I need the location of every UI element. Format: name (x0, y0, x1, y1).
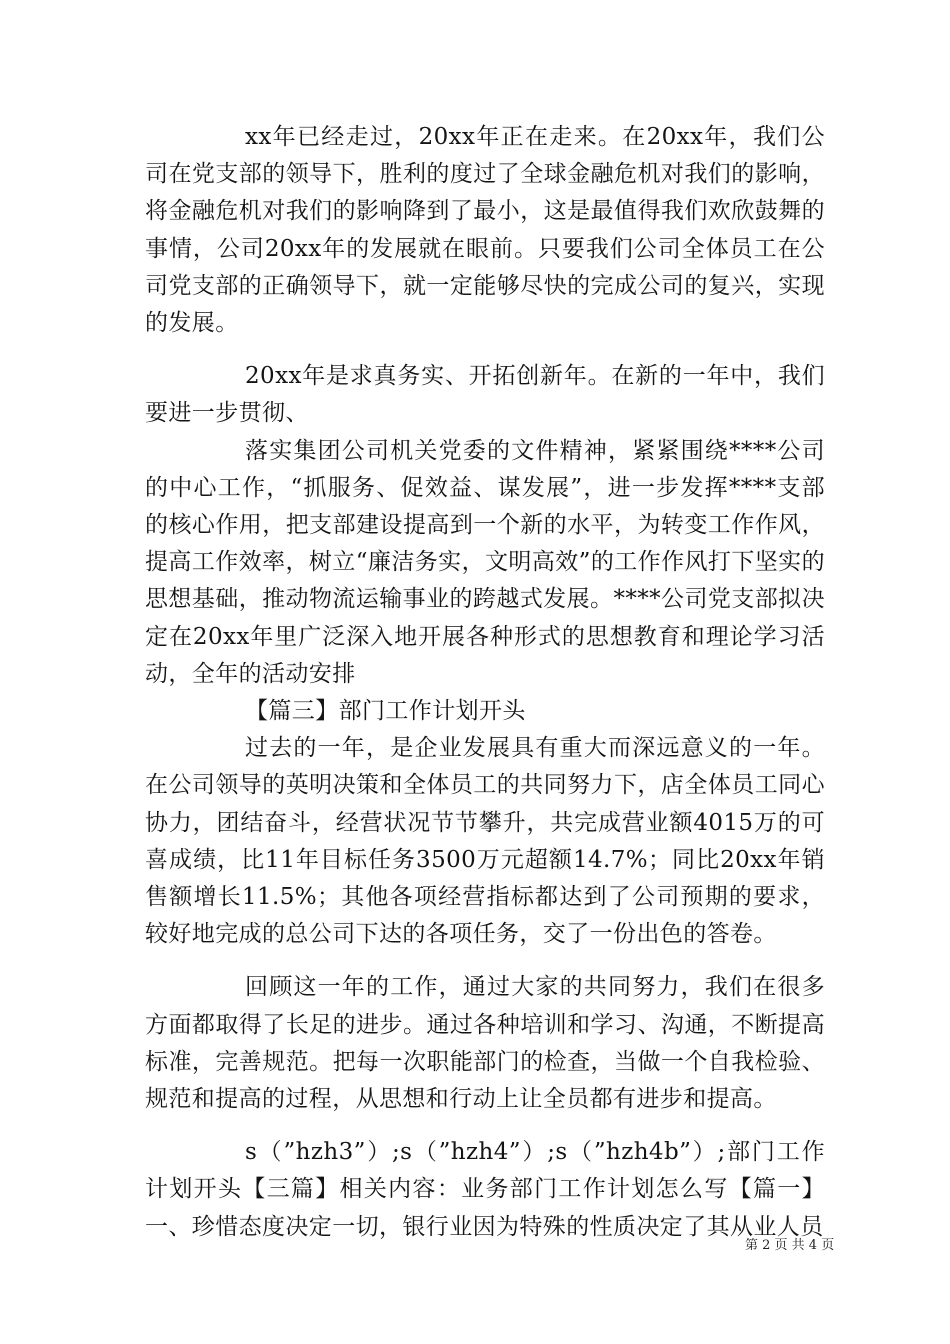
paragraph-spacer (145, 342, 825, 358)
paragraph-past-year: 过去的一年，是企业发展具有重大而深远意义的一年。在公司领导的英明决策和全体员工的共同努力下，店全体员工同心协力，团结奋斗，经营状况节节攀升，共完成营业额4015万的可喜成绩，比11年目标任务3500万元超额14.7%；同比20xx年销售额增长11.5%；其他各项经营指标都达到了公司预期的要求，较好地完成的总公司下达的各项任务，交了一份出色的答卷。 (145, 735, 825, 948)
page-number: 第 2 页 共 4 页 (745, 1238, 835, 1253)
section-heading-part-three: 【篇三】部门工作计划开头 (245, 698, 526, 725)
paragraph-spacer (145, 953, 825, 969)
paragraph-review: 回顾这一年的工作，通过大家的共同努力，我们在很多方面都取得了长足的进步。通过各种培训和学习、沟通，不断提高标准，完善规范。把每一次职能部门的检查，当做一个自我检验、规范和提高的过程，从思想和行动上让全员都有进步和提高。 (145, 974, 825, 1113)
paragraph-new-year: 20xx年是求真务实、开拓创新年。在新的一年中，我们要进一步贯彻、 (145, 363, 825, 427)
document-body (145, 119, 825, 1246)
paragraph-implementation: 落实集团公司机关党委的文件精神，紧紧围绕****公司的中心工作，“抓服务、促效益、谋发展”，进一步发挥****支部的核心作用，把支部建设提高到一个新的水平，为转变工作作风，提高工作效率，树立“廉洁务实，文明高效”的工作作风打下坚实的思想基础，推动物流运输事业的跨越式发展。****公司党支部拟决定在20xx年里广泛深入地开展各种形式的思想教育和理论学习活动，全年的活动安排 (145, 437, 825, 687)
paragraph-related-content: s（”hzh3”）;s（”hzh4”）;s（”hzh4b”）;部门工作计划开头【三篇】相关内容：业务部门工作计划怎么写【篇一】一、珍惜态度决定一切，银行业因为特殊的性质决定了其从业人员 (145, 1139, 825, 1240)
paragraph-spacer (145, 1118, 825, 1134)
paragraph-intro: xx年已经走过，20xx年正在走来。在20xx年，我们公司在党支部的领导下，胜利的度过了全球金融危机对我们的影响，将金融危机对我们的影响降到了最小，这是最值得我们欢欣鼓舞的事情，公司20xx年的发展就在眼前。只要我们公司全体员工在公司党支部的正确领导下，就一定能够尽快的完成公司的复兴，实现的发展。 (145, 124, 825, 337)
